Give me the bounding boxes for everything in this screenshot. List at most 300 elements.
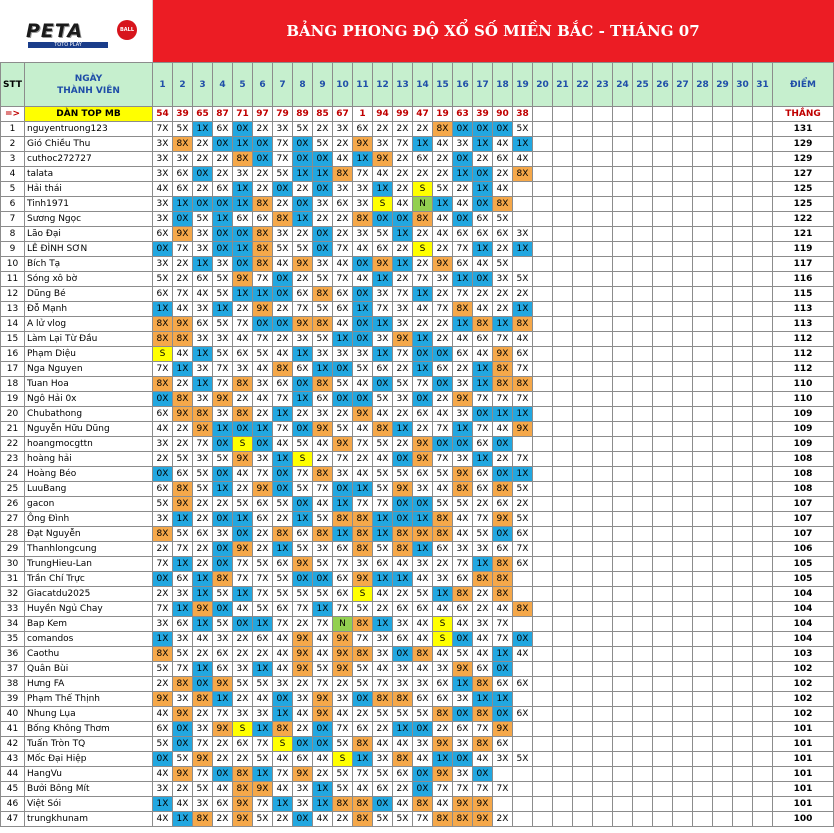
empty-cell bbox=[733, 722, 753, 737]
result-cell: 5X bbox=[313, 662, 333, 677]
empty-cell bbox=[713, 617, 733, 632]
result-cell: 8X bbox=[353, 812, 373, 827]
empty-cell bbox=[693, 227, 713, 242]
result-cell: 9X bbox=[473, 797, 493, 812]
empty-cell bbox=[733, 167, 753, 182]
member-points: 109 bbox=[773, 437, 834, 452]
result-cell: 6X bbox=[353, 122, 373, 137]
empty-cell bbox=[553, 287, 573, 302]
member-points: 125 bbox=[773, 182, 834, 197]
result-cell: 5X bbox=[313, 272, 333, 287]
member-rank: 44 bbox=[1, 767, 25, 782]
result-cell: 5X bbox=[373, 392, 393, 407]
result-cell: S bbox=[433, 617, 453, 632]
result-cell: 7X bbox=[453, 782, 473, 797]
result-cell: 7X bbox=[293, 302, 313, 317]
result-cell: 0X bbox=[393, 647, 413, 662]
member-points: 122 bbox=[773, 212, 834, 227]
empty-cell bbox=[733, 287, 753, 302]
empty-cell bbox=[533, 752, 553, 767]
result-cell: 2X bbox=[193, 152, 213, 167]
member-name: Phạm Thế Thịnh bbox=[25, 692, 153, 707]
result-cell: 3X bbox=[153, 212, 173, 227]
result-cell: 0X bbox=[493, 527, 513, 542]
day-header: 4 bbox=[213, 63, 233, 107]
empty-cell bbox=[653, 752, 673, 767]
member-row bbox=[1, 182, 834, 197]
result-cell: 9X bbox=[233, 812, 253, 827]
member-rank: 29 bbox=[1, 542, 25, 557]
result-cell: S bbox=[293, 452, 313, 467]
day-header: 10 bbox=[333, 63, 353, 107]
empty-cell bbox=[693, 407, 713, 422]
empty-cell bbox=[693, 542, 713, 557]
result-cell: 1X bbox=[513, 407, 533, 422]
member-row bbox=[1, 587, 834, 602]
member-name: Mốc Đại Hiệp bbox=[25, 752, 153, 767]
result-cell: 0X bbox=[473, 167, 493, 182]
result-cell: 4X bbox=[433, 482, 453, 497]
result-cell: 3X bbox=[273, 227, 293, 242]
result-cell: 2X bbox=[193, 182, 213, 197]
member-rank: 46 bbox=[1, 797, 25, 812]
result-cell: 2X bbox=[213, 752, 233, 767]
result-cell: 1X bbox=[493, 647, 513, 662]
member-rank: 4 bbox=[1, 167, 25, 182]
result-cell: 4X bbox=[213, 782, 233, 797]
result-cell: 9X bbox=[293, 647, 313, 662]
result-cell: 4X bbox=[433, 602, 453, 617]
empty-cell bbox=[553, 107, 573, 122]
result-cell: 0X bbox=[353, 257, 373, 272]
empty-cell bbox=[713, 527, 733, 542]
empty-cell bbox=[533, 587, 553, 602]
result-cell: 2X bbox=[213, 497, 233, 512]
empty-cell bbox=[553, 707, 573, 722]
empty-cell bbox=[553, 587, 573, 602]
empty-cell bbox=[553, 257, 573, 272]
result-cell: 0X bbox=[433, 437, 453, 452]
empty-cell bbox=[733, 662, 753, 677]
result-cell: 7X bbox=[173, 662, 193, 677]
result-cell: 1X bbox=[393, 572, 413, 587]
result-cell: 1X bbox=[233, 287, 253, 302]
result-cell: 5X bbox=[213, 452, 233, 467]
result-cell: 3X bbox=[253, 452, 273, 467]
result-cell: 3X bbox=[373, 647, 393, 662]
member-points: 101 bbox=[773, 752, 834, 767]
day-header: 27 bbox=[673, 63, 693, 107]
result-cell: 7X bbox=[473, 512, 493, 527]
day-header: 8 bbox=[293, 63, 313, 107]
result-cell: 0X bbox=[353, 317, 373, 332]
empty-cell bbox=[633, 437, 653, 452]
result-cell: 2X bbox=[313, 452, 333, 467]
result-cell: 8X bbox=[153, 332, 173, 347]
top-value: 38 bbox=[513, 107, 533, 122]
result-cell: 2X bbox=[273, 302, 293, 317]
result-cell: 7X bbox=[333, 602, 353, 617]
empty-cell bbox=[533, 212, 553, 227]
empty-cell bbox=[693, 302, 713, 317]
empty-cell bbox=[633, 377, 653, 392]
empty-cell bbox=[733, 137, 753, 152]
result-cell: 9X bbox=[333, 662, 353, 677]
result-cell: 8X bbox=[413, 647, 433, 662]
result-cell: 4X bbox=[193, 287, 213, 302]
result-cell: 2X bbox=[253, 407, 273, 422]
empty-cell bbox=[553, 272, 573, 287]
result-cell: 1X bbox=[453, 272, 473, 287]
member-points: 129 bbox=[773, 137, 834, 152]
result-cell: 1X bbox=[473, 377, 493, 392]
result-cell: 6X bbox=[253, 632, 273, 647]
result-cell: 6X bbox=[273, 377, 293, 392]
result-cell: 0X bbox=[453, 707, 473, 722]
empty-cell bbox=[553, 752, 573, 767]
empty-cell bbox=[693, 197, 713, 212]
result-cell: 0X bbox=[173, 212, 193, 227]
empty-cell bbox=[613, 392, 633, 407]
result-cell: 1X bbox=[373, 617, 393, 632]
result-cell: 7X bbox=[353, 167, 373, 182]
result-cell: N bbox=[413, 197, 433, 212]
result-cell: 0X bbox=[353, 692, 373, 707]
result-cell: 7X bbox=[433, 302, 453, 317]
result-cell: 5X bbox=[233, 497, 253, 512]
empty-cell bbox=[693, 212, 713, 227]
member-points: 115 bbox=[773, 287, 834, 302]
result-cell: 2X bbox=[393, 167, 413, 182]
result-cell: 1X bbox=[273, 452, 293, 467]
result-cell: 7X bbox=[433, 452, 453, 467]
member-row bbox=[1, 722, 834, 737]
empty-cell bbox=[613, 482, 633, 497]
empty-cell bbox=[633, 467, 653, 482]
result-cell: 0X bbox=[353, 332, 373, 347]
result-cell: 0X bbox=[253, 152, 273, 167]
result-cell: 1X bbox=[353, 482, 373, 497]
result-cell: 9X bbox=[233, 272, 253, 287]
empty-cell bbox=[733, 467, 753, 482]
empty-cell bbox=[733, 317, 753, 332]
result-cell: 1X bbox=[253, 767, 273, 782]
result-cell: 6X bbox=[213, 122, 233, 137]
result-cell: 3X bbox=[453, 692, 473, 707]
empty-cell bbox=[753, 467, 773, 482]
result-cell: 4X bbox=[513, 647, 533, 662]
member-name: talata bbox=[25, 167, 153, 182]
top-value: 39 bbox=[473, 107, 493, 122]
result-cell: 5X bbox=[433, 467, 453, 482]
result-cell: 2X bbox=[293, 617, 313, 632]
result-cell: 2X bbox=[493, 167, 513, 182]
result-cell: 2X bbox=[293, 182, 313, 197]
result-cell: 5X bbox=[253, 812, 273, 827]
result-cell: 7X bbox=[333, 272, 353, 287]
result-cell: 8X bbox=[253, 242, 273, 257]
result-cell: 3X bbox=[313, 407, 333, 422]
result-cell: 0X bbox=[313, 722, 333, 737]
empty-cell bbox=[653, 167, 673, 182]
result-cell: 9X bbox=[453, 392, 473, 407]
empty-cell bbox=[713, 362, 733, 377]
member-name: Bích Tạ bbox=[25, 257, 153, 272]
empty-cell bbox=[553, 377, 573, 392]
empty-cell bbox=[593, 722, 613, 737]
result-cell: 3X bbox=[453, 542, 473, 557]
member-row bbox=[1, 467, 834, 482]
result-cell: 5X bbox=[173, 527, 193, 542]
result-cell: 4X bbox=[353, 272, 373, 287]
result-cell: 5X bbox=[153, 737, 173, 752]
result-cell: 9X bbox=[353, 137, 373, 152]
result-cell: 9X bbox=[213, 392, 233, 407]
empty-cell bbox=[593, 527, 613, 542]
member-row bbox=[1, 422, 834, 437]
logo-text: PETA bbox=[26, 20, 84, 42]
empty-cell bbox=[653, 692, 673, 707]
empty-cell bbox=[753, 482, 773, 497]
result-cell: 3X bbox=[373, 287, 393, 302]
empty-cell bbox=[593, 407, 613, 422]
empty-cell bbox=[573, 632, 593, 647]
result-cell: 2X bbox=[433, 152, 453, 167]
member-rank: 8 bbox=[1, 227, 25, 242]
empty-cell bbox=[613, 107, 633, 122]
result-cell: 1X bbox=[193, 257, 213, 272]
result-cell: 3X bbox=[433, 572, 453, 587]
result-cell: 5X bbox=[213, 347, 233, 362]
member-rank: 10 bbox=[1, 257, 25, 272]
top-value: 79 bbox=[273, 107, 293, 122]
empty-cell bbox=[753, 272, 773, 287]
day-header: 21 bbox=[553, 63, 573, 107]
empty-cell bbox=[613, 572, 633, 587]
empty-cell bbox=[533, 512, 553, 527]
result-cell: 0X bbox=[413, 497, 433, 512]
result-cell: 4X bbox=[513, 332, 533, 347]
result-cell: 2X bbox=[373, 602, 393, 617]
result-cell: 9X bbox=[453, 662, 473, 677]
result-cell: 3X bbox=[453, 137, 473, 152]
empty-cell bbox=[553, 797, 573, 812]
result-cell: 2X bbox=[393, 242, 413, 257]
result-cell: 1X bbox=[413, 137, 433, 152]
empty-cell bbox=[753, 182, 773, 197]
empty-cell bbox=[753, 377, 773, 392]
empty-cell bbox=[753, 497, 773, 512]
empty-cell bbox=[713, 227, 733, 242]
empty-cell bbox=[693, 347, 713, 362]
result-cell: 8X bbox=[273, 722, 293, 737]
result-cell: 3X bbox=[153, 512, 173, 527]
empty-cell bbox=[753, 752, 773, 767]
result-cell: 6X bbox=[433, 362, 453, 377]
member-row bbox=[1, 542, 834, 557]
member-row bbox=[1, 602, 834, 617]
day-header: 5 bbox=[233, 63, 253, 107]
member-name: comandos bbox=[25, 632, 153, 647]
result-cell: 2X bbox=[253, 182, 273, 197]
member-name: Tuấn Tròn TQ bbox=[25, 737, 153, 752]
empty-cell bbox=[593, 227, 613, 242]
result-cell: 3X bbox=[353, 197, 373, 212]
member-name: Đạt Nguyễn bbox=[25, 527, 153, 542]
result-cell: 6X bbox=[153, 227, 173, 242]
result-cell: 6X bbox=[353, 722, 373, 737]
member-row bbox=[1, 707, 834, 722]
day-header: 26 bbox=[653, 63, 673, 107]
result-cell: 4X bbox=[293, 707, 313, 722]
result-cell: 1X bbox=[273, 797, 293, 812]
result-cell: 4X bbox=[453, 332, 473, 347]
member-row bbox=[1, 512, 834, 527]
result-cell: 0X bbox=[233, 227, 253, 242]
result-cell: 2X bbox=[333, 137, 353, 152]
empty-cell bbox=[653, 797, 673, 812]
empty-cell bbox=[633, 407, 653, 422]
empty-cell bbox=[753, 527, 773, 542]
result-cell: 3X bbox=[373, 137, 393, 152]
result-cell: 0X bbox=[493, 437, 513, 452]
member-row bbox=[1, 257, 834, 272]
result-cell: 8X bbox=[353, 527, 373, 542]
result-cell: 7X bbox=[373, 677, 393, 692]
empty-cell bbox=[693, 272, 713, 287]
result-cell: 8X bbox=[353, 512, 373, 527]
result-cell: 1X bbox=[173, 512, 193, 527]
empty-cell bbox=[533, 317, 553, 332]
result-cell: 8X bbox=[453, 302, 473, 317]
day-header: 11 bbox=[353, 63, 373, 107]
result-cell: 6X bbox=[433, 542, 453, 557]
day-header: 2 bbox=[173, 63, 193, 107]
empty-cell bbox=[733, 782, 753, 797]
empty-cell bbox=[753, 137, 773, 152]
empty-cell bbox=[633, 107, 653, 122]
result-cell: 9X bbox=[253, 782, 273, 797]
result-cell: 9X bbox=[513, 422, 533, 437]
empty-cell bbox=[593, 437, 613, 452]
member-name: trungkhunam bbox=[25, 812, 153, 827]
result-cell: 3X bbox=[193, 227, 213, 242]
result-cell: 9X bbox=[493, 722, 513, 737]
empty-cell bbox=[633, 722, 653, 737]
result-cell: 0X bbox=[413, 392, 433, 407]
result-cell: 7X bbox=[293, 602, 313, 617]
empty-cell bbox=[573, 602, 593, 617]
empty-cell bbox=[653, 647, 673, 662]
result-cell: 4X bbox=[153, 422, 173, 437]
member-row bbox=[1, 692, 834, 707]
result-cell: 0X bbox=[213, 467, 233, 482]
empty-cell bbox=[693, 707, 713, 722]
empty-cell bbox=[653, 317, 673, 332]
empty-cell bbox=[693, 452, 713, 467]
empty-cell bbox=[533, 482, 553, 497]
empty-cell bbox=[673, 662, 693, 677]
result-cell: 3X bbox=[473, 542, 493, 557]
empty-cell bbox=[693, 467, 713, 482]
result-cell: 8X bbox=[213, 572, 233, 587]
empty-cell bbox=[673, 347, 693, 362]
result-cell: 0X bbox=[213, 242, 233, 257]
result-cell: 1X bbox=[173, 197, 193, 212]
empty-cell bbox=[633, 662, 653, 677]
result-cell: 2X bbox=[413, 227, 433, 242]
empty-cell bbox=[613, 767, 633, 782]
result-cell: 2X bbox=[473, 497, 493, 512]
empty-cell bbox=[673, 602, 693, 617]
member-row bbox=[1, 212, 834, 227]
result-cell: 3X bbox=[153, 257, 173, 272]
result-cell: 2X bbox=[253, 647, 273, 662]
result-cell: 2X bbox=[413, 167, 433, 182]
member-points: 125 bbox=[773, 197, 834, 212]
result-cell: 1X bbox=[473, 242, 493, 257]
member-row bbox=[1, 407, 834, 422]
member-name: Thanhlongcung bbox=[25, 542, 153, 557]
result-cell: 5X bbox=[313, 302, 333, 317]
empty-cell bbox=[653, 782, 673, 797]
empty-cell bbox=[533, 182, 553, 197]
empty-cell bbox=[613, 467, 633, 482]
empty-cell bbox=[673, 542, 693, 557]
member-rank: 26 bbox=[1, 497, 25, 512]
result-cell: 8X bbox=[433, 707, 453, 722]
result-cell: 4X bbox=[273, 752, 293, 767]
member-name: Chubathong bbox=[25, 407, 153, 422]
empty-cell bbox=[753, 227, 773, 242]
result-cell: 5X bbox=[153, 662, 173, 677]
empty-cell bbox=[753, 587, 773, 602]
empty-cell bbox=[513, 212, 533, 227]
result-cell: 8X bbox=[373, 692, 393, 707]
result-cell: 8X bbox=[153, 317, 173, 332]
empty-cell bbox=[693, 632, 713, 647]
empty-cell bbox=[733, 377, 753, 392]
empty-cell bbox=[673, 212, 693, 227]
empty-cell bbox=[533, 722, 553, 737]
result-cell: 5X bbox=[373, 707, 393, 722]
top-value: 39 bbox=[173, 107, 193, 122]
result-cell: 7X bbox=[173, 287, 193, 302]
result-cell: 0X bbox=[153, 242, 173, 257]
member-name: Dũng Bé bbox=[25, 287, 153, 302]
empty-cell bbox=[553, 662, 573, 677]
result-cell: 3X bbox=[193, 332, 213, 347]
result-cell: 2X bbox=[433, 242, 453, 257]
empty-cell bbox=[753, 302, 773, 317]
empty-cell bbox=[733, 767, 753, 782]
result-cell: 2X bbox=[393, 587, 413, 602]
result-cell: 1X bbox=[173, 602, 193, 617]
result-cell: 7X bbox=[513, 542, 533, 557]
result-cell: 1X bbox=[313, 782, 333, 797]
result-cell: 0X bbox=[453, 212, 473, 227]
result-cell: 3X bbox=[153, 137, 173, 152]
result-cell: 8X bbox=[433, 527, 453, 542]
top-value: 54 bbox=[153, 107, 173, 122]
result-cell: 0X bbox=[233, 257, 253, 272]
empty-cell bbox=[693, 242, 713, 257]
result-cell: 4X bbox=[173, 302, 193, 317]
result-cell: 1X bbox=[513, 467, 533, 482]
empty-cell bbox=[613, 722, 633, 737]
result-cell: 5X bbox=[313, 137, 333, 152]
empty-cell bbox=[713, 182, 733, 197]
